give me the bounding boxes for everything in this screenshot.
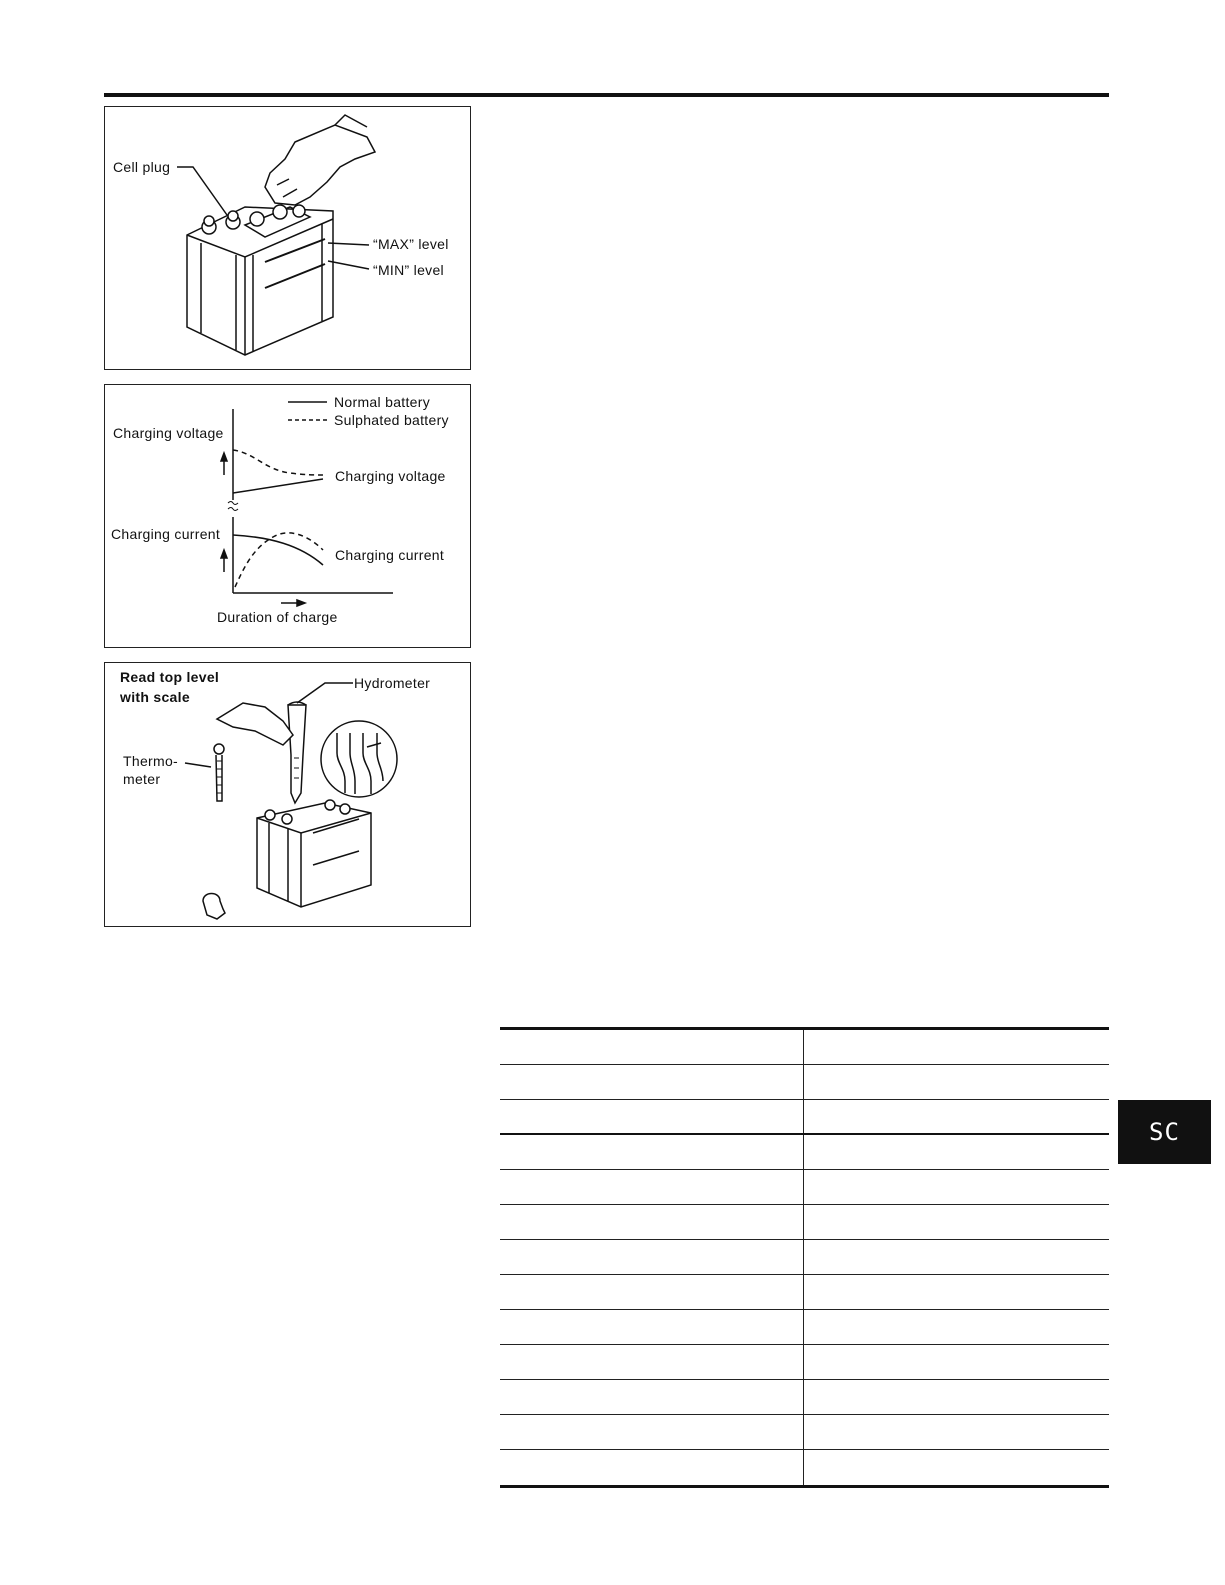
legend-normal-label: Normal battery xyxy=(334,394,431,410)
read-top-label-line2: with scale xyxy=(120,689,190,705)
hydrometer-figure xyxy=(104,662,471,927)
cell-plug-label: Cell plug xyxy=(113,159,171,175)
table-row xyxy=(500,1205,1109,1240)
table-cell xyxy=(500,1345,804,1379)
table-cell xyxy=(804,1030,1109,1064)
table-cell xyxy=(804,1240,1109,1274)
legend-sulphated-label: Sulphated battery xyxy=(334,412,449,428)
table-row xyxy=(500,1310,1109,1345)
table-cell xyxy=(500,1275,804,1309)
table-cell xyxy=(500,1415,804,1449)
table-cell xyxy=(804,1275,1109,1309)
table-row xyxy=(500,1450,1109,1485)
table-cell xyxy=(500,1310,804,1344)
table-cell xyxy=(500,1065,804,1099)
sulphated-current-curve xyxy=(235,533,323,587)
table-cell xyxy=(804,1450,1109,1485)
thermometer-label-line1: Thermo- xyxy=(123,753,178,769)
table-row xyxy=(500,1275,1109,1310)
table-cell xyxy=(500,1170,804,1204)
table-cell xyxy=(804,1100,1109,1133)
table-cell xyxy=(500,1030,804,1064)
table-cell xyxy=(804,1135,1109,1169)
table-cell xyxy=(804,1310,1109,1344)
max-level-label: “MAX” level xyxy=(373,236,449,252)
table-row xyxy=(500,1135,1109,1170)
table-row xyxy=(500,1030,1109,1065)
table-cell xyxy=(804,1205,1109,1239)
table-row xyxy=(500,1380,1109,1415)
table-row xyxy=(500,1065,1109,1100)
battery-level-figure xyxy=(104,106,471,370)
specification-table xyxy=(500,1027,1109,1488)
table-cell xyxy=(500,1100,804,1133)
charging-voltage-axis-label: Charging voltage xyxy=(113,425,224,441)
charging-current-curve-label: Charging current xyxy=(335,547,445,563)
thermometer-label-line2: meter xyxy=(123,771,161,787)
read-top-label-line1: Read top level xyxy=(120,669,220,685)
table-row xyxy=(500,1240,1109,1275)
sulphated-voltage-curve xyxy=(233,450,323,475)
charging-graph-figure xyxy=(104,384,471,648)
table-cell xyxy=(500,1135,804,1169)
table-cell xyxy=(804,1345,1109,1379)
table-cell xyxy=(500,1240,804,1274)
table-cell xyxy=(804,1415,1109,1449)
charging-current-axis-label: Charging current xyxy=(111,526,221,542)
table-bottom-rule xyxy=(500,1485,1109,1488)
table-body xyxy=(500,1030,1109,1485)
table-cell xyxy=(804,1380,1109,1414)
table-cell xyxy=(500,1450,804,1485)
table-cell xyxy=(804,1065,1109,1099)
table-row xyxy=(500,1415,1109,1450)
table-row xyxy=(500,1345,1109,1380)
table-cell xyxy=(500,1205,804,1239)
min-level-label: “MIN” level xyxy=(373,262,444,278)
top-rule xyxy=(104,93,1109,97)
table-row xyxy=(500,1170,1109,1205)
hydrometer-label: Hydrometer xyxy=(354,675,431,691)
normal-voltage-curve xyxy=(233,479,323,493)
table-cell xyxy=(804,1170,1109,1204)
charging-voltage-curve-label: Charging voltage xyxy=(335,468,446,484)
section-tab[interactable]: SC xyxy=(1118,1100,1211,1164)
duration-axis-label: Duration of charge xyxy=(217,609,338,625)
table-row xyxy=(500,1100,1109,1135)
table-cell xyxy=(500,1380,804,1414)
